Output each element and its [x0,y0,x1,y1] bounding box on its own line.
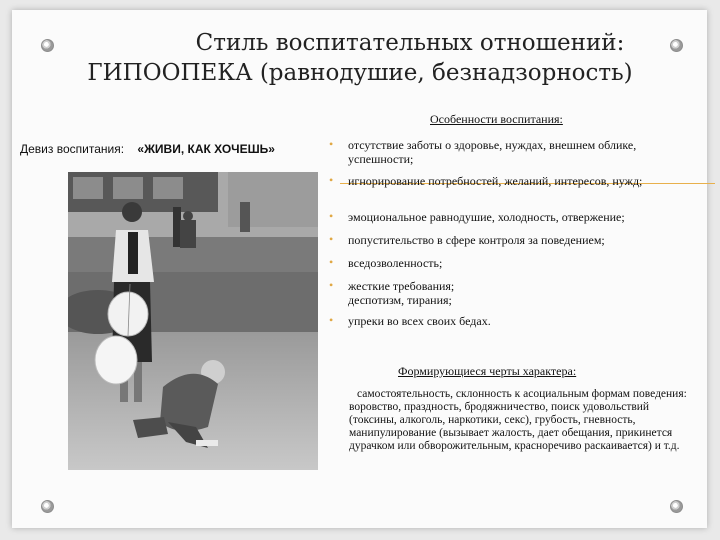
traits-text: самостоятельность, склонность к асоциальным формам поведения: воровство, праздность, бродяжничество, поиск удовольствий (токсины, алкоголь, наркотики, секс), грубость, гневность, манипулирование (вызывает жалость, дает обещания, прикинется дурачком или обворожительным, красноречиво раскаивается) и т.д. [349,388,687,452]
motto-label: Девиз воспитания: [20,142,125,156]
bullet-icon: • [329,137,334,151]
motto-value: «ЖИВИ, КАК ХОЧЕШЬ» [137,142,275,156]
traits-heading: Формирующиеся черты характера: [398,364,577,378]
bullet-icon: • [329,278,334,292]
motto [20,142,275,156]
features-heading: Особенности воспитания: [430,112,563,126]
photo [68,172,318,470]
slide-title-line1: Стиль воспитательных отношений: [195,30,625,56]
bullet-icon: • [329,232,334,246]
bullet-icon: • [329,173,334,187]
pin-icon [670,500,683,513]
bullet-icon: • [329,209,334,223]
bullet-icon: • [329,313,334,327]
bullet-icon: • [329,255,334,269]
slide-title-line2: ГИПООПЕКА (равнодушие, безнадзорность) [87,60,633,86]
pin-icon [41,500,54,513]
